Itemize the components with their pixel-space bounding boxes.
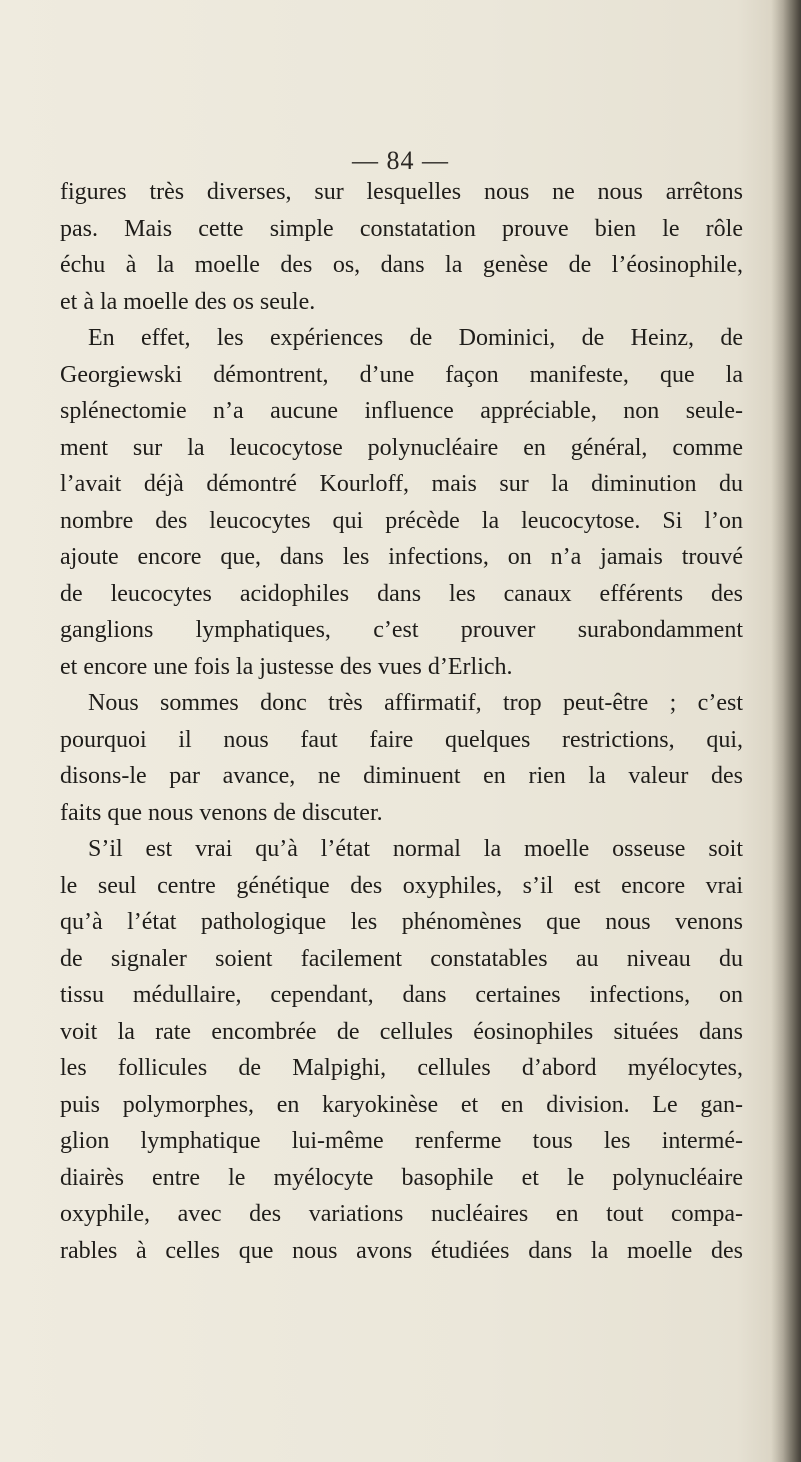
text-line: rables à celles que nous avons étudiées dans la moelle des (60, 1237, 743, 1264)
text-line: échu à la moelle des os, dans la genèse de l’éosinophile, (60, 252, 743, 278)
text-line: splénectomie n’a aucune influence appréciable, non seule- (60, 398, 743, 424)
text-line: et encore une fois la justesse des vues d’Erlich. (60, 653, 513, 680)
text-line: diairès entre le myélocyte basophile et le polynucléaire (60, 1164, 743, 1191)
text-line: S’il est vrai qu’à l’état normal la moelle osseuse soit (88, 836, 743, 862)
text-line: disons-le par avance, ne diminuent en rien la valeur des (60, 763, 743, 789)
text-line: oxyphile, avec des variations nucléaires en tout compa- (60, 1201, 743, 1227)
text-line: de leucocytes acidophiles dans les canaux efférents des (60, 580, 743, 607)
text-line: le seul centre génétique des oxyphiles, s’il est encore vrai (60, 872, 743, 899)
text-line: et à la moelle des os seule. (60, 288, 316, 315)
text-line: figures très diverses, sur lesquelles nous ne nous arrêtons (60, 179, 743, 205)
page-edge-shadow (771, 0, 801, 1462)
text-line: ment sur la leucocytose polynucléaire en général, comme (60, 434, 743, 461)
text-line: ajoute encore que, dans les infections, on n’a jamais trouvé (60, 544, 743, 570)
text-line: En effet, les expériences de Dominici, de Heinz, de (88, 325, 743, 351)
text-line: ganglions lymphatiques, c’est prouver surabondamment (60, 617, 743, 643)
text-line: pourquoi il nous faut faire quelques restrictions, qui, (60, 726, 743, 753)
text-line: glion lymphatique lui-même renferme tous les intermé- (60, 1128, 743, 1154)
text-line: les follicules de Malpighi, cellules d’abord myélocytes, (60, 1055, 743, 1081)
page-number: — 84 — (352, 146, 449, 175)
body-text (60, 174, 743, 1269)
text-line: de signaler soient facilement constatables au niveau du (60, 945, 743, 972)
text-line: tissu médullaire, cependant, dans certaines infections, on (60, 982, 743, 1008)
text-line: Georgiewski démontrent, d’une façon manifeste, que la (60, 361, 743, 388)
text-line: voit la rate encombrée de cellules éosinophiles situées dans (60, 1018, 743, 1045)
text-line: l’avait déjà démontré Kourloff, mais sur la diminution du (60, 471, 743, 497)
text-line: nombre des leucocytes qui précède la leucocytose. Si l’on (60, 507, 743, 534)
text-line: faits que nous venons de discuter. (60, 799, 383, 826)
text-line: Nous sommes donc très affirmatif, trop peut-être ; c’est (88, 690, 743, 716)
text-line: qu’à l’état pathologique les phénomènes que nous venons (60, 909, 743, 935)
text-line: puis polymorphes, en karyokinèse et en division. Le gan- (60, 1091, 743, 1118)
text-line: pas. Mais cette simple constatation prouve bien le rôle (60, 215, 743, 242)
